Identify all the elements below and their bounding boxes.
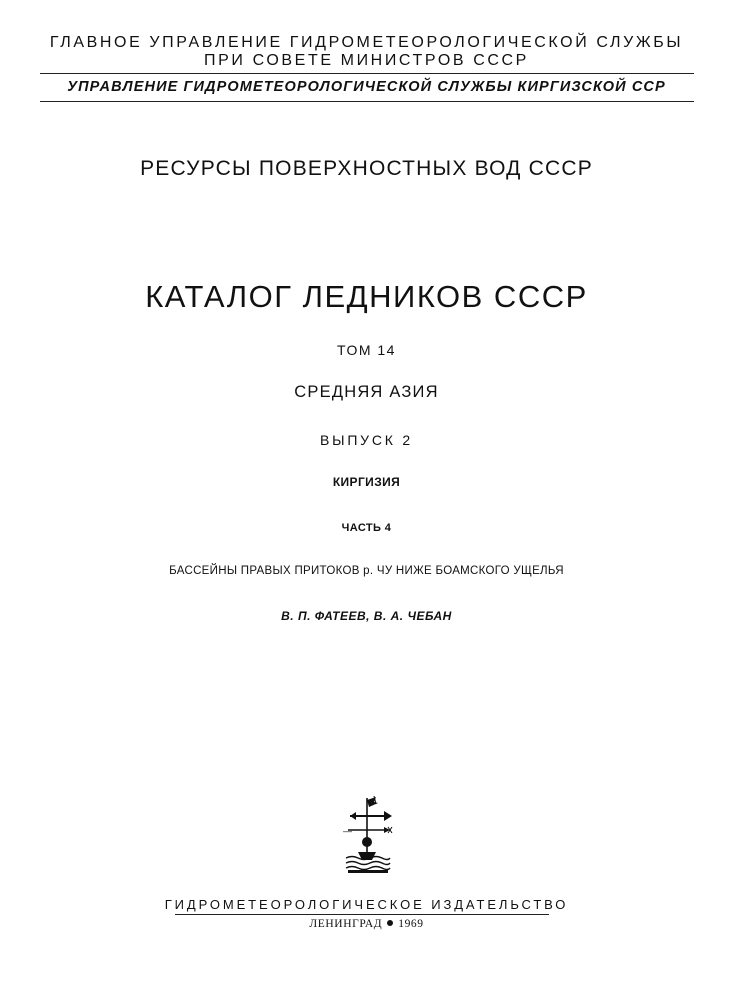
header-divider — [40, 73, 694, 74]
publisher-underline — [175, 914, 549, 915]
issue-label: ВЫПУСК 2 — [319, 432, 414, 448]
organization-line-2: ПРИ СОВЕТЕ МИНИСТРОВ СССР — [204, 52, 529, 69]
part-label: ЧАСТЬ 4 — [341, 522, 392, 534]
country-label: КИРГИЗИЯ — [332, 475, 401, 489]
organization-line-3: УПРАВЛЕНИЕ ГИДРОМЕТЕОРОЛОГИЧЕСКОЙ СЛУЖБЫ КИРГИЗСКОЙ ССР — [67, 79, 666, 95]
authors: В. П. ФАТЕЕВ, В. А. ЧЕБАН — [281, 609, 452, 623]
imprint-year: 1969 — [398, 918, 424, 930]
header-divider-lower — [40, 101, 694, 102]
volume-label: ТОМ 14 — [337, 342, 396, 358]
series-title: РЕСУРСЫ ПОВЕРХНОСТНЫХ ВОД СССР — [140, 157, 593, 180]
imprint-city: ЛЕНИНГРАД — [309, 918, 383, 930]
svg-text:—: — — [343, 826, 352, 836]
bullet-dot-icon — [387, 920, 393, 926]
region-label: СРЕДНЯЯ АЗИЯ — [294, 383, 439, 401]
book-title: КАТАЛОГ ЛЕДНИКОВ СССР — [145, 279, 588, 314]
imprint — [0, 918, 733, 930]
organization-line-1: ГЛАВНОЕ УПРАВЛЕНИЕ ГИДРОМЕТЕОРОЛОГИЧЕСКОЙ СЛУЖБЫ — [49, 34, 684, 51]
weather-vane-icon — [336, 794, 398, 874]
publisher-name: ГИДРОМЕТЕОРОЛОГИЧЕСКОЕ ИЗДАТЕЛЬСТВО — [164, 897, 569, 912]
subject-label: БАССЕЙНЫ ПРАВЫХ ПРИТОКОВ р. ЧУ НИЖЕ БОАМСКОГО УЩЕЛЬЯ — [169, 565, 564, 577]
